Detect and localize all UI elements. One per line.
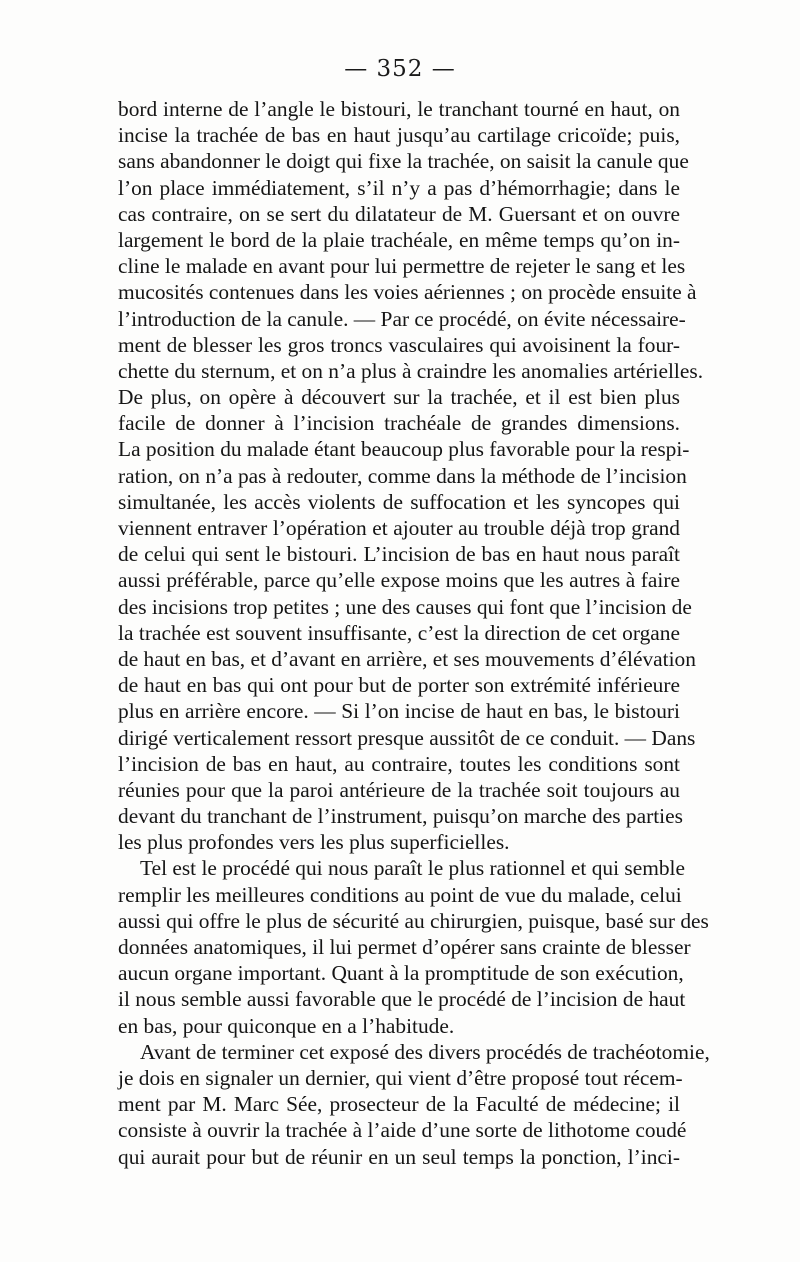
text-line: il nous semble aussi favorable que le procédé de l’incision de haut (118, 987, 686, 1012)
text-line: dirigé verticalement ressort presque aussitôt de ce conduit. — Dans (118, 725, 696, 750)
text-line: de haut en bas qui ont pour but de porter son extrémité inférieure (118, 673, 680, 698)
text-line: cline le malade en avant pour lui permettre de rejeter le sang et les (118, 254, 686, 279)
text-line: de celui qui sent le bistouri. L’incision de bas en haut nous paraît (118, 542, 680, 567)
text-line: les plus profondes vers les plus superficielles. (118, 830, 510, 855)
text-line: De plus, on opère à découvert sur la trachée, et il est bien plus (118, 385, 680, 410)
text-line: cas contraire, on se sert du dilatateur de M. Guersant et on ouvre (118, 201, 680, 226)
text-line: de haut en bas, et d’avant en arrière, et ses mouvements d’élévation (118, 646, 696, 671)
text-line: chette du sternum, et on n’a plus à craindre les anomalies artérielles. (118, 358, 704, 383)
text-line: l’on place immédiatement, s’il n’y a pas d’hémorrhagie; dans le (118, 175, 680, 200)
text-line: bord interne de l’angle le bistouri, le tranchant tourné en haut, on (118, 97, 680, 121)
text-line: La position du malade étant beaucoup plus favorable pour la respi- (118, 437, 690, 462)
text-line: l’introduction de la canule. — Par ce procédé, on évite nécessaire- (118, 306, 686, 331)
page-number: — 352 — (344, 56, 456, 82)
text-line: plus en arrière encore. — Si l’on incise de haut en bas, le bistouri (118, 699, 680, 724)
body-text (118, 96, 710, 1170)
text-line: consiste à ouvrir la trachée à l’aide d’une sorte de lithotome coudé (118, 1118, 687, 1143)
paragraph-1 (118, 96, 704, 855)
text-line: ration, on n’a pas à redouter, comme dans la méthode de l’incision (118, 463, 687, 488)
text-line: largement le bord de la plaie trachéale, en même temps qu’on in- (118, 227, 680, 252)
text-line: incise la trachée de bas en haut jusqu’au cartilage cricoïde; puis, (118, 123, 680, 148)
text-line: remplir les meilleures conditions au point de vue du malade, celui (118, 882, 682, 907)
text-line: simultanée, les accès violents de suffocation et les syncopes qui (118, 489, 680, 514)
text-line: aussi qui offre le plus de sécurité au chirurgien, puisque, basé sur des (118, 908, 709, 933)
paragraph-3 (118, 1039, 710, 1170)
text-line: ment de blesser les gros troncs vasculaires qui avoisinent la four- (118, 332, 680, 357)
text-line: aussi préférable, parce qu’elle expose moins que les autres à faire (118, 568, 680, 593)
text-line: en bas, pour quiconque en a l’habitude. (118, 1013, 455, 1038)
text-line: réunies pour que la paroi antérieure de la trachée soit toujours au (118, 777, 680, 802)
text-line: des incisions trop petites ; une des causes qui font que l’incision de (118, 594, 692, 619)
text-line: sans abandonner le doigt qui fixe la trachée, on saisit la canule que (118, 149, 689, 174)
text-line: la trachée est souvent insuffisante, c’est la direction de cet organe (118, 620, 680, 645)
text-line: viennent entraver l’opération et ajouter au trouble déjà trop grand (118, 516, 680, 540)
text-line: Tel est le procédé qui nous paraît le plus rationnel et qui semble (140, 856, 685, 881)
text-line: l’incision de bas en haut, au contraire, toutes les conditions sont (118, 751, 680, 776)
text-line: Avant de terminer cet exposé des divers procédés de trachéotomie, (140, 1039, 710, 1064)
text-line: ment par M. Marc Sée, prosecteur de la Faculté de médecine; il (118, 1092, 680, 1117)
text-line: mucosités contenues dans les voies aériennes ; on procède ensuite à (118, 280, 697, 305)
text-line: facile de donner à l’incision trachéale de grandes dimensions. (118, 411, 680, 436)
text-line: je dois en signaler un dernier, qui vient d’être proposé tout récem- (118, 1065, 683, 1090)
text-line: qui aurait pour but de réunir en un seul temps la ponction, l’inci- (118, 1144, 680, 1169)
text-line: données anatomiques, il lui permet d’opérer sans crainte de blesser (118, 935, 691, 959)
text-line: devant du tranchant de l’instrument, puisqu’on marche des parties (118, 804, 683, 829)
text-line: aucun organe important. Quant à la promptitude de son exécution, (118, 961, 684, 986)
paragraph-2 (118, 855, 709, 1038)
